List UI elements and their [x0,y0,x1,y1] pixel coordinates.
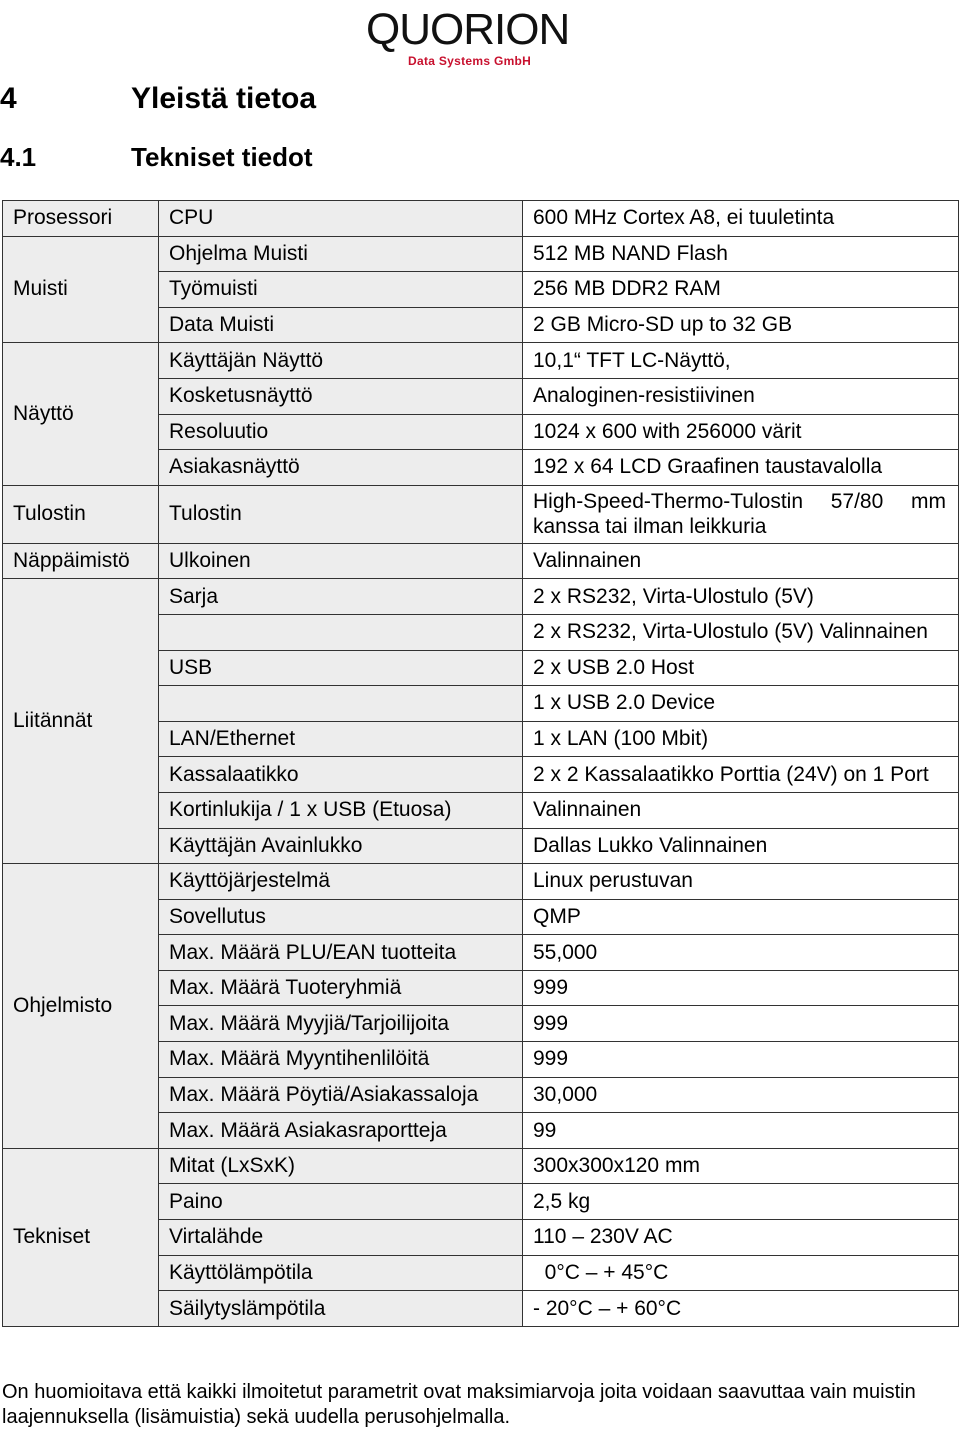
table-row [3,343,959,379]
value-cell [523,485,959,543]
value-cell: 0°C – + 45°C [523,1255,959,1291]
item-cell: Käyttäjän Näyttö [159,343,523,379]
value-cell: 30,000 [523,1077,959,1113]
item-cell: Max. Määrä Tuoteryhmiä [159,970,523,1006]
value-cell: 512 MB NAND Flash [523,236,959,272]
table-row [3,485,959,543]
value-cell: 256 MB DDR2 RAM [523,272,959,308]
value-cell: 10,1“ TFT LC-Näyttö, [523,343,959,379]
item-cell: Max. Määrä Asiakasraportteja [159,1113,523,1149]
group-cell: Näppäimistö [3,543,159,579]
item-cell [159,686,523,722]
item-cell: Paino [159,1184,523,1220]
item-cell [159,614,523,650]
printer-value-line [533,489,958,514]
value-cell: 999 [523,1006,959,1042]
value-cell: QMP [523,899,959,935]
value-cell: 999 [523,1042,959,1078]
section-title: Yleistä tietoa [131,82,317,115]
subsection-number: 4.1 [0,142,37,172]
value-cell: 2 x RS232, Virta-Ulostulo (5V) [523,579,959,615]
logo-wordmark: QUORION [366,5,570,54]
printer-cutter: kanssa tai ilman leikkuria [533,515,767,539]
value-cell: 2 x 2 Kassalaatikko Porttia (24V) on 1 Port [523,757,959,793]
value-cell: 300x300x120 mm [523,1148,959,1184]
item-cell: Käyttölämpötila [159,1255,523,1291]
printer-unit: mm [911,490,946,514]
value-cell: 2,5 kg [523,1184,959,1220]
item-cell: Kortinlukija / 1 x USB (Etuosa) [159,792,523,828]
subsection-title: Tekniset tiedot [131,142,313,172]
group-cell: Prosessori [3,201,159,237]
value-cell: 99 [523,1113,959,1149]
item-cell: Max. Määrä Pöytiä/Asiakassaloja [159,1077,523,1113]
item-cell: Max. Määrä Myyntihenlilöitä [159,1042,523,1078]
value-cell: 1 x USB 2.0 Device [523,686,959,722]
table-row [3,1148,959,1184]
item-cell: Säilytyslämpötila [159,1291,523,1327]
value-cell: 2 x RS232, Virta-Ulostulo (5V) Valinnainen [523,614,959,650]
item-cell: Työmuisti [159,272,523,308]
item-cell: Käyttäjän Avainlukko [159,828,523,864]
item-cell: Max. Määrä PLU/EAN tuotteita [159,935,523,971]
value-cell: 1 x LAN (100 Mbit) [523,721,959,757]
table-row [3,201,959,237]
item-cell: Käyttöjärjestelmä [159,864,523,900]
item-cell: Sarja [159,579,523,615]
item-cell: Asiakasnäyttö [159,450,523,486]
item-cell: Virtalähde [159,1220,523,1256]
group-cell: Tulostin [3,485,159,543]
item-cell: CPU [159,201,523,237]
item-cell: Kassalaatikko [159,757,523,793]
table-row [3,543,959,579]
footnote: On huomioitava että kaikki ilmoitetut parametrit ovat maksimiarvoja joita voidaan saavuttaa vain muistin laajennuksella (lisämuistia) sekä uudella perusohjelmalla. [2,1381,916,1428]
section-number: 4 [0,82,17,115]
company-logo [366,6,596,66]
table-row [3,579,959,615]
value-cell: Linux perustuvan [523,864,959,900]
value-cell: Analoginen-resistiivinen [523,378,959,414]
item-cell: Kosketusnäyttö [159,378,523,414]
item-cell: Resoluutio [159,414,523,450]
group-cell: Liitännät [3,579,159,864]
group-cell: Tekniset [3,1148,159,1326]
value-cell: 600 MHz Cortex A8, ei tuuletinta [523,201,959,237]
logo-subtitle: Data Systems GmbH [408,54,532,68]
value-cell: Valinnainen [523,792,959,828]
value-cell: 2 GB Micro-SD up to 32 GB [523,307,959,343]
value-cell: 192 x 64 LCD Graafinen taustavalolla [523,450,959,486]
printer-width: 57/80 [830,490,884,514]
item-cell: LAN/Ethernet [159,721,523,757]
value-cell: 55,000 [523,935,959,971]
item-cell: Data Muisti [159,307,523,343]
value-cell: Valinnainen [523,543,959,579]
group-cell: Ohjelmisto [3,864,159,1149]
item-cell: USB [159,650,523,686]
value-cell: 1024 x 600 with 256000 värit [523,414,959,450]
item-cell: Ohjelma Muisti [159,236,523,272]
table-row [3,864,959,900]
table-row [3,236,959,272]
item-cell: Mitat (LxSxK) [159,1148,523,1184]
item-cell: Sovellutus [159,899,523,935]
value-cell: Dallas Lukko Valinnainen [523,828,959,864]
item-cell: Ulkoinen [159,543,523,579]
group-cell: Näyttö [3,343,159,485]
value-cell: 110 – 230V AC [523,1220,959,1256]
group-cell: Muisti [3,236,159,343]
value-cell: 999 [523,970,959,1006]
item-cell: Tulostin [159,485,523,543]
item-cell: Max. Määrä Myyjiä/Tarjoilijoita [159,1006,523,1042]
printer-type: High-Speed-Thermo-Tulostin [533,490,803,514]
value-cell: - 20°C – + 60°C [523,1291,959,1327]
specifications-table [2,200,959,1327]
value-cell: 2 x USB 2.0 Host [523,650,959,686]
